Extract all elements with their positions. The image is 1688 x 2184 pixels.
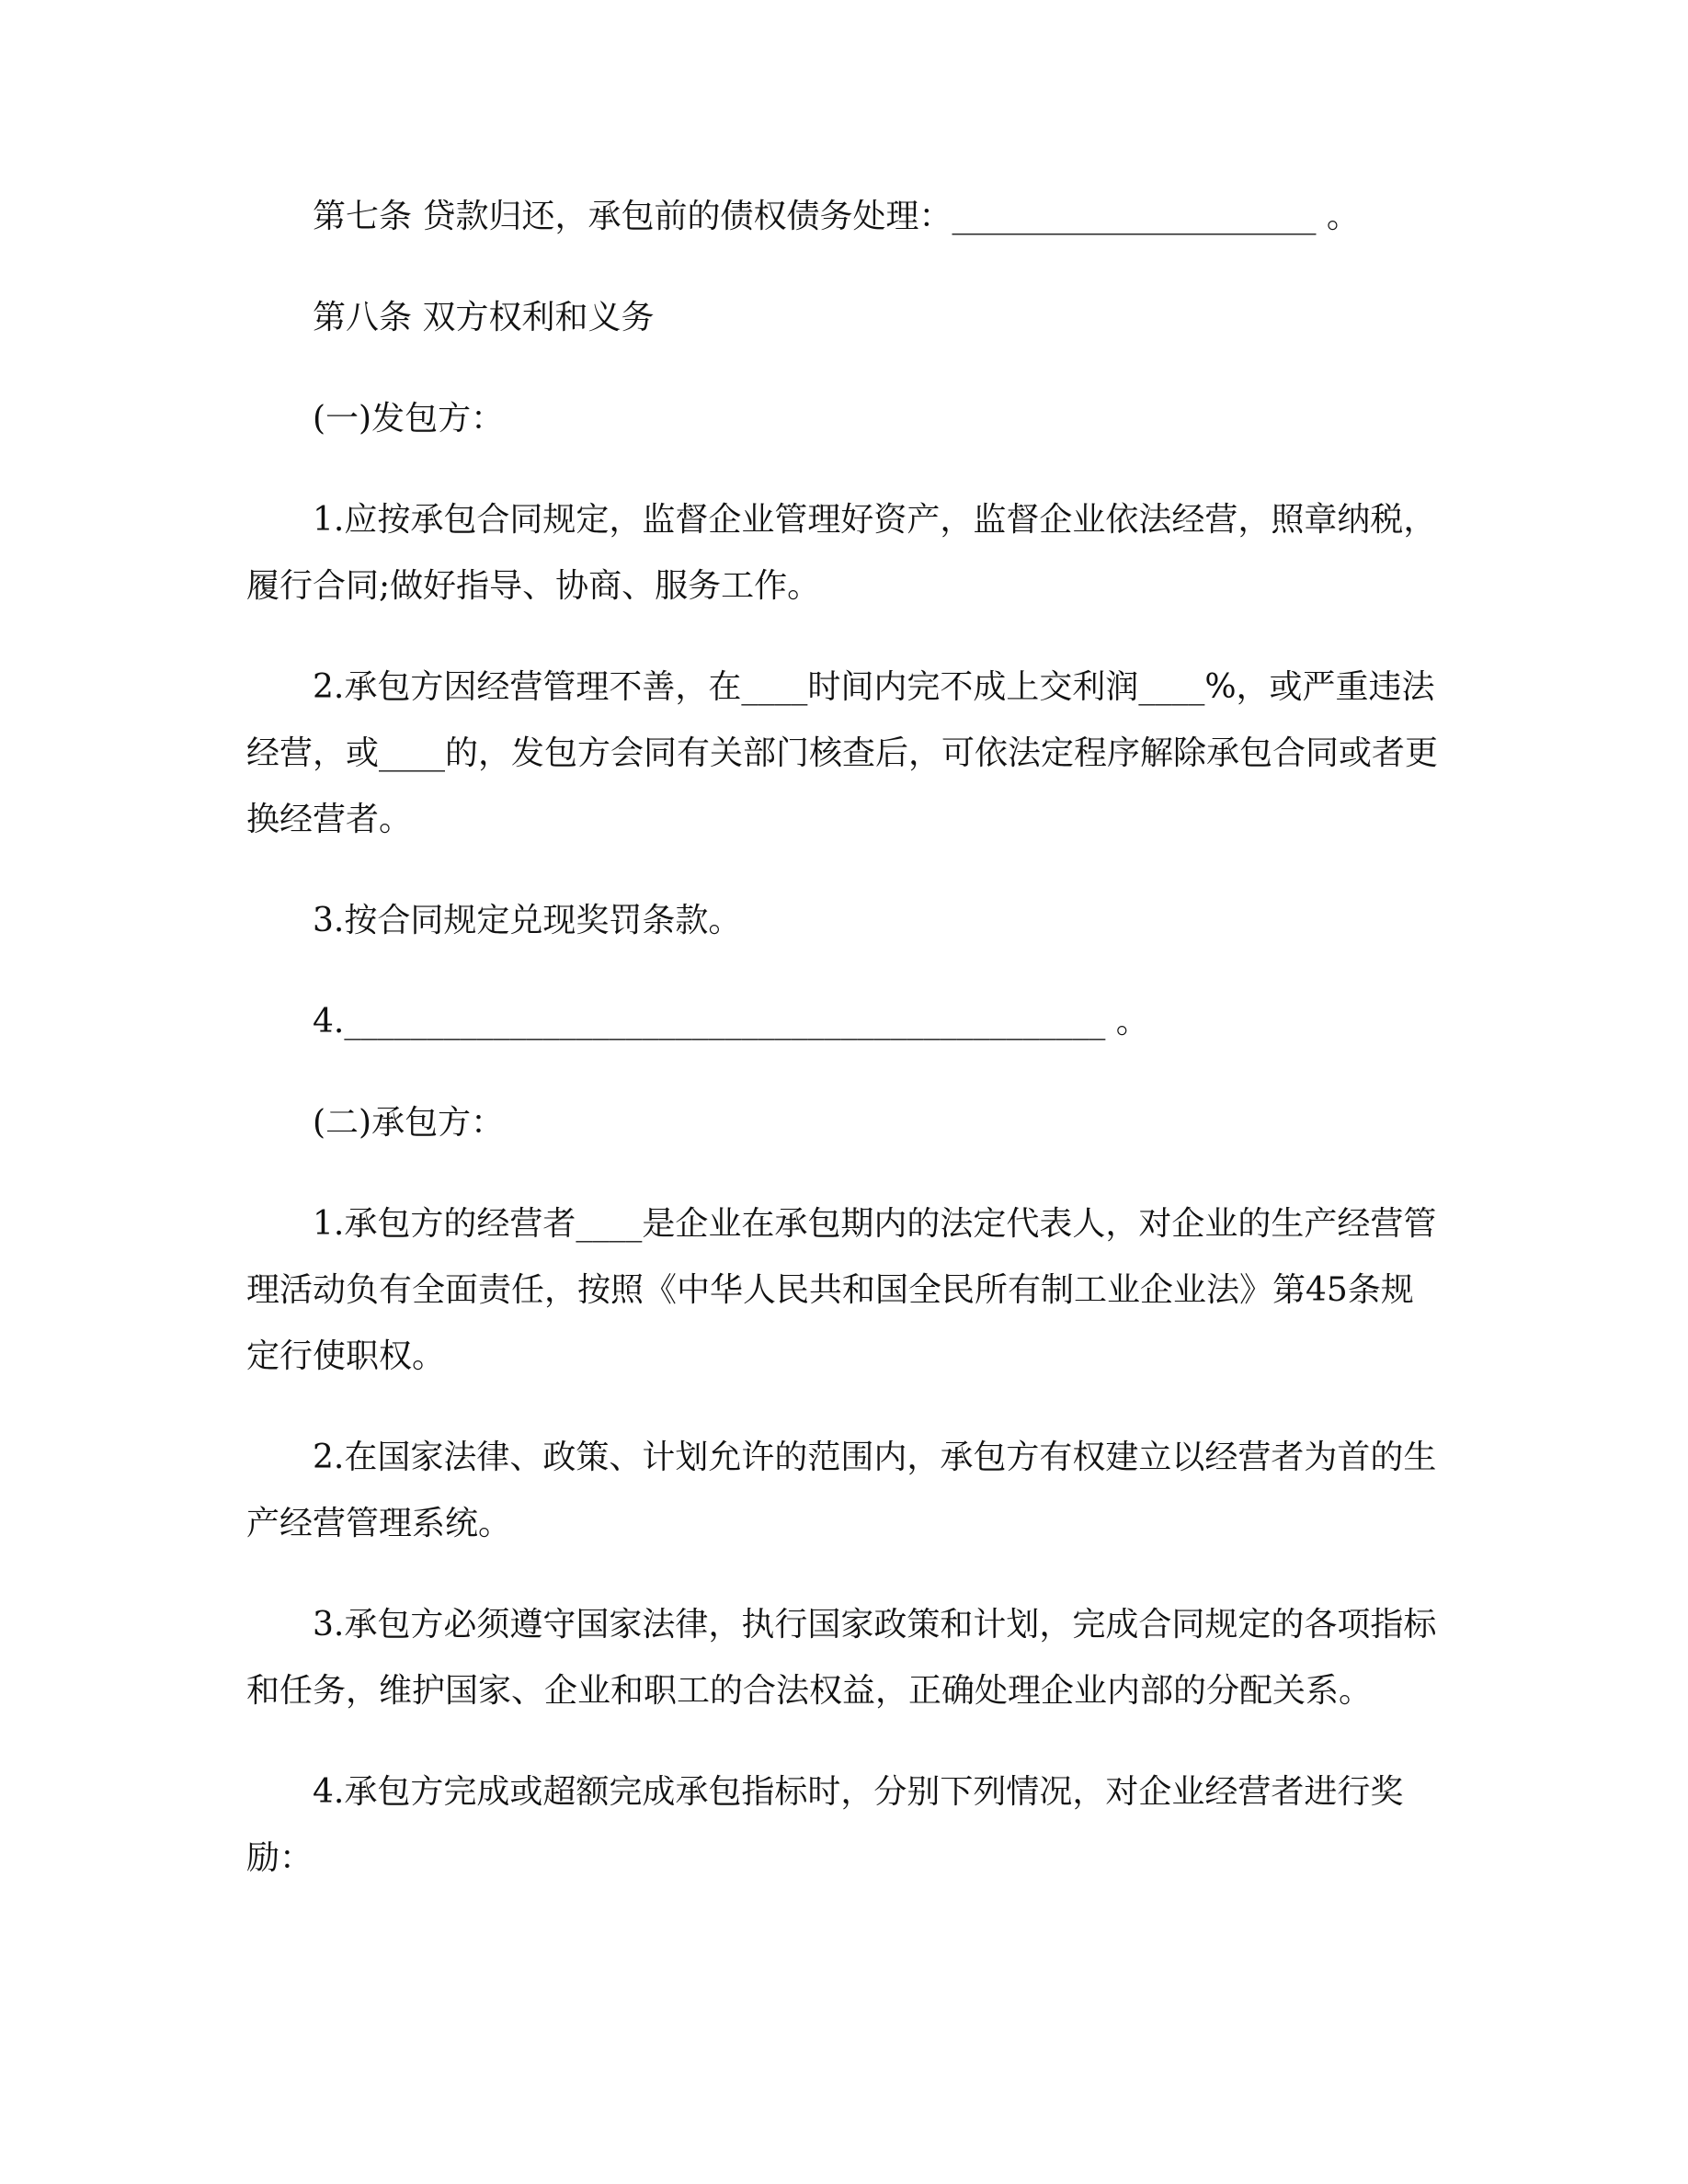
contractor-item-1: 1.承包方的经营者____是企业在承包期内的法定代表人，对企业的生产经营管理活动负有全面责任，按照《中华人民共和国全民所有制工业企业法》第45条规定行使职权。 — [246, 1205, 1437, 1375]
contractor-item-2: 2.在国家法律、政策、计划允许的范围内，承包方有权建立以经营者为首的生产经营管理系统。 — [246, 1439, 1437, 1542]
contractor-item-4: 4.承包方完成或超额完成承包指标时，分别下列情况，对企业经营者进行奖励： — [246, 1773, 1404, 1877]
employer-item-3: 3.按合同规定兑现奖罚条款。 — [313, 902, 742, 939]
section-employer-heading: (一)发包方： — [313, 400, 505, 438]
employer-item-1: 1.应按承包合同规定，监督企业管理好资产，监督企业依法经营，照章纳税，履行合同;做好指导、协商、服务工作。 — [246, 501, 1437, 605]
employer-item-4: 4.______________________________________________ 。 — [313, 1003, 1149, 1041]
contractor-item-3: 3.承包方必须遵守国家法律，执行国家政策和计划，完成合同规定的各项指标和任务，维护国家、企业和职工的合法权益，正确处理企业内部的分配关系。 — [246, 1606, 1437, 1710]
section-contractor-heading: (二)承包方： — [313, 1104, 505, 1142]
article-8-heading: 第八条 双方权利和义务 — [313, 299, 655, 336]
employer-item-2: 2.承包方因经营管理不善，在____时间内完不成上交利润____%，或严重违法经营，或____的，发包方会同有关部门核查后，可依法定程序解除承包合同或者更换经营者。 — [246, 668, 1439, 838]
document-body — [246, 184, 1442, 1892]
article-7-paragraph: 第七条 贷款归还，承包前的债权债务处理：______________________ 。 — [313, 198, 1360, 235]
